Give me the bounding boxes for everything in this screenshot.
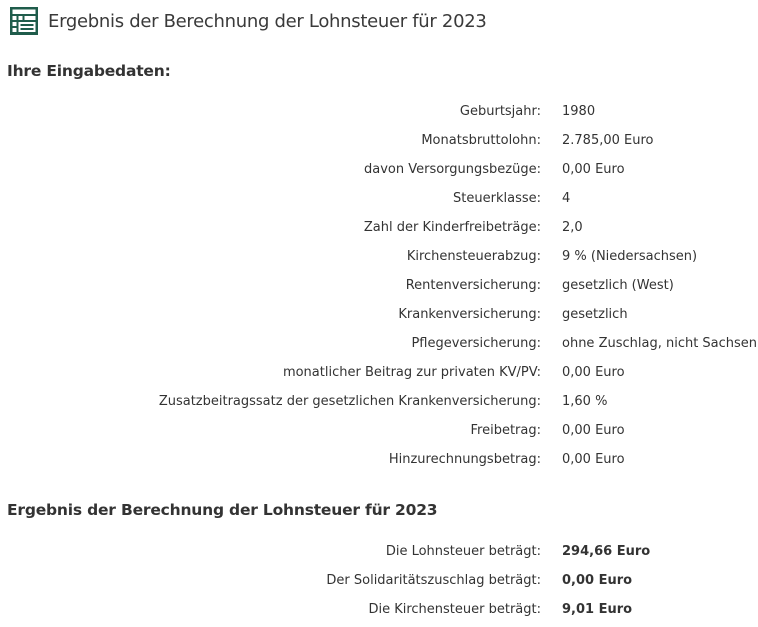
- result-label: Die Kirchensteuer beträgt:: [368, 602, 541, 617]
- input-value: 1980: [562, 104, 596, 119]
- input-label: davon Versorgungsbezüge:: [363, 162, 541, 177]
- result-heading: Ergebnis der Berechnung der Lohnsteuer für 2023: [7, 501, 438, 519]
- input-value: gesetzlich (West): [562, 278, 674, 293]
- input-row-versorgungsbezuege: [0, 156, 758, 185]
- input-row-freibetrag: [0, 417, 758, 446]
- input-row-steuerklasse: [0, 185, 758, 214]
- input-label: Zahl der Kinderfreibeträge:: [363, 220, 541, 235]
- input-label: Steuerklasse:: [453, 191, 541, 206]
- page-title: Ergebnis der Berechnung der Lohnsteuer für 2023: [48, 10, 487, 32]
- input-label: Freibetrag:: [470, 423, 541, 438]
- result-value: 9,01 Euro: [562, 602, 633, 617]
- input-label: monatlicher Beitrag zur privaten KV/PV:: [282, 365, 541, 380]
- input-row-pflegeversicherung: [0, 330, 758, 359]
- calculator-icon: [9, 6, 39, 36]
- input-value: 0,00 Euro: [562, 423, 625, 438]
- result-row-kirchensteuer: [0, 596, 758, 625]
- result-value: 294,66 Euro: [562, 544, 651, 559]
- input-value: 9 % (Niedersachsen): [562, 249, 698, 264]
- input-row-zusatzbeitragssatz: [0, 388, 758, 417]
- input-data-list: [0, 98, 758, 475]
- result-row-lohnsteuer: [0, 538, 758, 567]
- input-value: 4: [562, 191, 571, 206]
- input-label: Zusatzbeitragssatz der gesetzlichen Krankenversicherung:: [158, 394, 541, 409]
- input-row-rentenversicherung: [0, 272, 758, 301]
- result-list: [0, 538, 758, 625]
- input-row-hinzurechnungsbetrag: [0, 446, 758, 475]
- input-value: 1,60 %: [562, 394, 608, 409]
- input-row-kirchensteuerabzug: [0, 243, 758, 272]
- input-value: 2.785,00 Euro: [562, 133, 654, 148]
- input-label: Krankenversicherung:: [398, 307, 541, 322]
- input-row-krankenversicherung: [0, 301, 758, 330]
- input-value: 0,00 Euro: [562, 452, 625, 467]
- result-value: 0,00 Euro: [562, 573, 633, 588]
- input-value: 0,00 Euro: [562, 162, 625, 177]
- input-value: ohne Zuschlag, nicht Sachsen: [562, 336, 758, 351]
- input-data-heading: Ihre Eingabedaten:: [7, 62, 171, 80]
- input-row-geburtsjahr: [0, 98, 758, 127]
- input-label: Hinzurechnungsbetrag:: [388, 452, 541, 467]
- input-value: 2,0: [562, 220, 583, 235]
- input-row-monatsbruttolohn: [0, 127, 758, 156]
- input-value: 0,00 Euro: [562, 365, 625, 380]
- page-header: [9, 6, 487, 36]
- result-label: Die Lohnsteuer beträgt:: [385, 544, 541, 559]
- input-label: Rentenversicherung:: [405, 278, 541, 293]
- input-label: Geburtsjahr:: [459, 104, 541, 119]
- input-value: gesetzlich: [562, 307, 628, 322]
- input-row-kinderfreibetraege: [0, 214, 758, 243]
- input-label: Monatsbruttolohn:: [421, 133, 541, 148]
- input-label: Pflegeversicherung:: [411, 336, 541, 351]
- input-label: Kirchensteuerabzug:: [406, 249, 541, 264]
- result-row-solidaritaetszuschlag: [0, 567, 758, 596]
- input-row-private-kv-pv: [0, 359, 758, 388]
- result-label: Der Solidaritätszuschlag beträgt:: [326, 573, 541, 588]
